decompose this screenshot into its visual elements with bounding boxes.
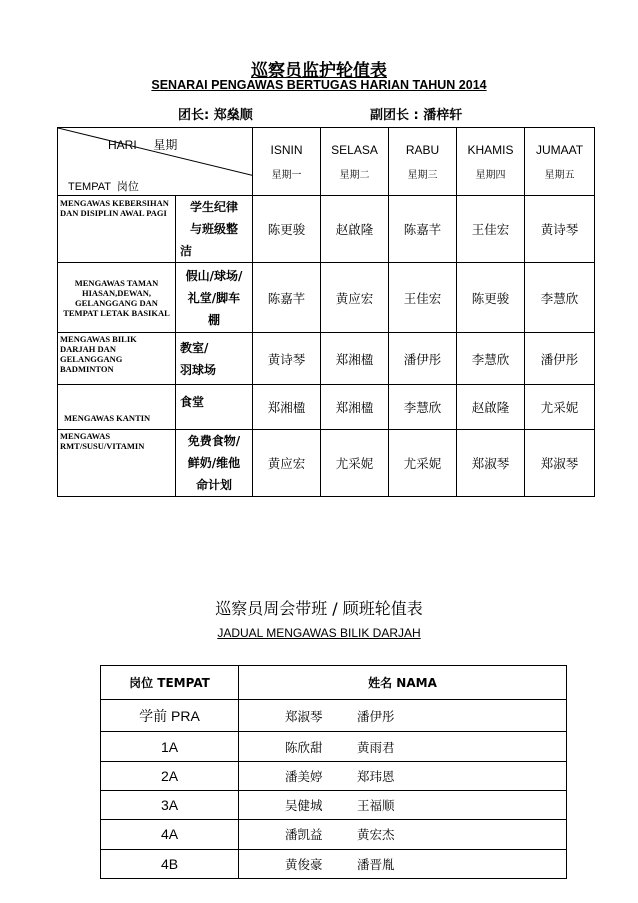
name-cell: 陈嘉芊 xyxy=(389,196,457,263)
roster-header-row xyxy=(58,128,595,196)
day-en: KHAMIS xyxy=(467,142,514,157)
name-cell: 陈更骏 xyxy=(253,196,321,263)
location-cell xyxy=(176,196,253,263)
roster-row xyxy=(58,385,595,430)
tempat-cell: MENGAWAS TAMAN HIASAN,DEWAN, GELANGGANG DAN TEMPAT LETAK BASIKAL xyxy=(58,263,176,333)
name-a: 陈欣甜 xyxy=(285,739,323,755)
duty-row xyxy=(101,791,567,820)
name-cell: 黄应宏 xyxy=(253,430,321,497)
location-line: 羽球场 xyxy=(180,362,217,377)
location-line: 教室/ xyxy=(180,340,209,355)
day-en: ISNIN xyxy=(270,142,303,157)
name-cell: 陈更骏 xyxy=(457,263,525,333)
day-header-friday xyxy=(525,128,595,196)
location-cell xyxy=(176,263,253,333)
corner-cell xyxy=(58,128,253,196)
class-cell: 学前 PRA xyxy=(101,700,239,732)
names-cell xyxy=(239,791,567,820)
name-cell: 尤采妮 xyxy=(389,430,457,497)
page-title: 巡察员监护轮值表 xyxy=(251,61,387,81)
day-header-wednesday xyxy=(389,128,457,196)
names-cell xyxy=(239,732,567,761)
name-b: 黄雨君 xyxy=(357,739,395,755)
day-en: JUMAAT xyxy=(535,142,584,157)
name-cell: 郑湘楹 xyxy=(321,385,389,430)
name-b: 潘伊彤 xyxy=(357,708,395,724)
roster-row xyxy=(58,430,595,497)
day-header-monday xyxy=(253,128,321,196)
day-zh: 星期二 xyxy=(339,169,370,181)
name-cell: 王佳宏 xyxy=(389,263,457,333)
name-cell: 王佳宏 xyxy=(457,196,525,263)
names-cell xyxy=(239,820,567,849)
location-line: 命计划 xyxy=(195,478,232,492)
col-place-header: 岗位 TEMPAT xyxy=(101,666,239,700)
duty-header-row xyxy=(101,666,567,700)
deputy-label: 副团长 : 潘梓轩 xyxy=(370,108,463,123)
day-en: RABU xyxy=(405,142,440,157)
location-line: 棚 xyxy=(207,312,220,327)
name-a: 郑淑琴 xyxy=(285,708,323,724)
name-cell: 潘伊彤 xyxy=(389,333,457,385)
day-zh: 星期四 xyxy=(475,169,506,181)
page-subtitle: SENARAI PENGAWAS BERTUGAS HARIAN TAHUN 2014 xyxy=(151,78,487,92)
location-cell xyxy=(176,333,253,385)
tempat-cell: MENGAWAS BILIK DARJAH DAN GELANGGANG BADMINTON xyxy=(58,333,176,385)
location-line: 洁 xyxy=(180,244,193,258)
location-line: 假山/球场/ xyxy=(185,268,243,283)
leader-label: 团长: 郑燊顺 xyxy=(178,108,253,123)
day-zh: 星期三 xyxy=(407,169,438,181)
class-cell: 4B xyxy=(101,849,239,878)
name-a: 潘美婷 xyxy=(285,768,323,784)
name-b: 郑玮恩 xyxy=(357,768,395,784)
tempat-cell: MENGAWAS KEBERSIHAN DAN DISIPLIN AWAL PAGI xyxy=(58,196,176,263)
day-en: SELASA xyxy=(331,142,378,157)
location-cell xyxy=(176,385,253,430)
name-cell: 陈嘉芊 xyxy=(253,263,321,333)
location-line: 食堂 xyxy=(180,395,205,409)
name-cell: 李慧欣 xyxy=(525,263,595,333)
names-cell xyxy=(239,700,567,732)
location-line: 学生纪律 xyxy=(189,200,238,214)
name-cell: 李慧欣 xyxy=(389,385,457,430)
roster-row xyxy=(58,263,595,333)
name-cell: 尤采妮 xyxy=(525,385,595,430)
class-cell: 4A xyxy=(101,820,239,849)
name-cell: 赵啟隆 xyxy=(457,385,525,430)
name-b: 黄宏杰 xyxy=(357,827,395,843)
day-zh: 星期一 xyxy=(271,169,302,181)
day-zh: 星期五 xyxy=(544,169,575,181)
roster-table xyxy=(57,127,595,497)
tempat-cell: MENGAWAS RMT/SUSU/VITAMIN xyxy=(58,430,176,497)
duty-subtitle: JADUAL MENGAWAS BILIK DARJAH xyxy=(217,626,421,640)
corner-place-label: TEMPAT 岗位 xyxy=(68,181,139,193)
name-cell: 郑湘楹 xyxy=(253,385,321,430)
duty-row xyxy=(101,732,567,761)
duty-row xyxy=(101,761,567,790)
class-cell: 2A xyxy=(101,761,239,790)
tempat-cell: MENGAWAS KANTIN xyxy=(58,385,176,430)
day-header-tuesday xyxy=(321,128,389,196)
name-a: 黄俊豪 xyxy=(285,856,323,872)
roster-row xyxy=(58,333,595,385)
class-cell: 3A xyxy=(101,791,239,820)
duty-row xyxy=(101,700,567,732)
location-line: 免费食物/ xyxy=(187,434,241,448)
name-cell: 黄诗琴 xyxy=(525,196,595,263)
location-line: 与班级整 xyxy=(189,222,238,236)
name-cell: 郑淑琴 xyxy=(525,430,595,497)
name-cell: 郑淑琴 xyxy=(457,430,525,497)
roster-row xyxy=(58,196,595,263)
location-line: 礼堂/脚车 xyxy=(187,290,241,305)
name-cell: 郑湘楹 xyxy=(321,333,389,385)
duty-title: 巡察员周会带班 / 顾班轮值表 xyxy=(215,599,423,618)
name-cell: 尤采妮 xyxy=(321,430,389,497)
name-cell: 赵啟隆 xyxy=(321,196,389,263)
corner-day-label: HARI 星期 xyxy=(108,138,178,152)
name-a: 吴健城 xyxy=(285,798,323,814)
name-cell: 潘伊彤 xyxy=(525,333,595,385)
duty-row xyxy=(101,849,567,878)
name-cell: 黄应宏 xyxy=(321,263,389,333)
name-b: 潘晋胤 xyxy=(357,856,395,872)
names-cell xyxy=(239,849,567,878)
name-cell: 黄诗琴 xyxy=(253,333,321,385)
duty-table xyxy=(100,665,567,879)
day-header-thursday xyxy=(457,128,525,196)
location-line: 鲜奶/维他 xyxy=(187,456,241,470)
duty-row xyxy=(101,820,567,849)
name-a: 潘凯益 xyxy=(285,827,323,843)
col-name-header: 姓名 NAMA xyxy=(239,666,567,700)
name-b: 王福顺 xyxy=(357,798,395,814)
class-cell: 1A xyxy=(101,732,239,761)
name-cell: 李慧欣 xyxy=(457,333,525,385)
location-cell xyxy=(176,430,253,497)
names-cell xyxy=(239,761,567,790)
